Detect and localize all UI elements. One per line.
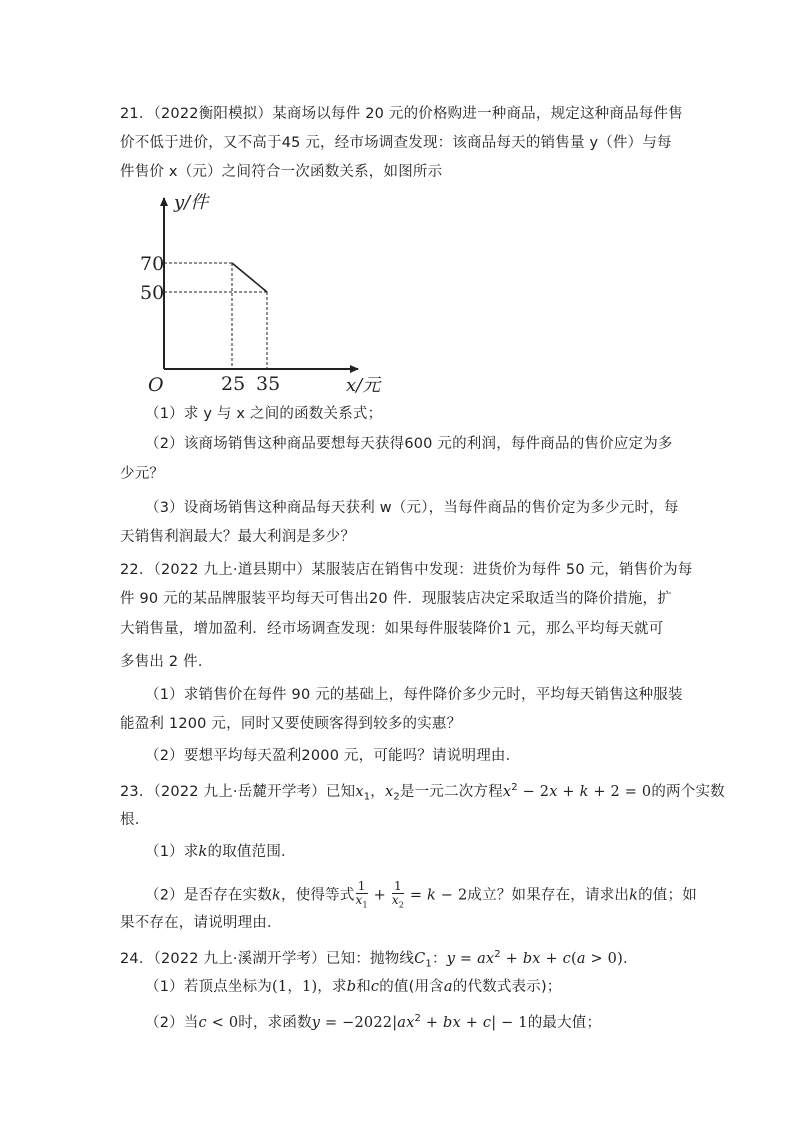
fraction-1-over-x1: $\frac{1}{x_1}$ — [355, 879, 368, 910]
x-tick-35: 35 — [256, 373, 281, 395]
q24-part-1: （1）若顶点坐标为(1，1)，求b和c的值(用含a的代数式表示)； — [145, 979, 562, 995]
y-tick-50: 50 — [140, 282, 165, 304]
q21-line-2: 价不低于进价，又不高于45 元，经市场调查发现：该商品每天的销售量 y（件）与每 — [120, 135, 672, 151]
function-graph — [130, 188, 400, 400]
q22-part-1-line-1: （1）求销售价在每件 90 元的基础上，每件降价多少元时，平均每天销售这种服装 — [145, 687, 683, 703]
q22-part-2: （2）要想平均每天盈利2000 元，可能吗？请说明理由． — [145, 748, 521, 764]
q24-line-1: 24．（2022 九上·溪湖开学考）已知：抛物线$C_1$：$y = ax^2$ + bx + c(a > 0)． — [120, 949, 638, 970]
origin-label: O — [148, 374, 164, 396]
q22-line-3: 大销售量，增加盈利．经市场调查发现：如果每件服装降价1 元，那么平均每天就可 — [120, 621, 664, 637]
q23-line-2: 根． — [120, 812, 150, 828]
q23-part-1: （1）求k的取值范围． — [145, 844, 296, 860]
q22-part-1-line-2: 能盈利 1200 元，同时又要使顾客得到较多的实惠？ — [120, 716, 462, 732]
q22-line-4: 多售出 2 件． — [120, 654, 213, 670]
q21-line-1: 21．（2022衡阳模拟）某商场以每件 20 元的价格购进一种商品，规定这种商品每件售 — [120, 106, 683, 122]
x-tick-25: 25 — [221, 373, 246, 395]
fraction-1-over-x2: $\frac{1}{x_2}$ — [391, 879, 405, 910]
function-segment — [232, 263, 267, 292]
q21-part-2-line-1: （2）该商场销售这种商品要想每天获得600 元的利润，每件商品的售价应定为多 — [145, 436, 673, 452]
y-tick-70: 70 — [140, 253, 165, 275]
q21-part-2-line-2: 少元？ — [120, 466, 165, 482]
q21-part-3-line-1: （3）设商场销售这种商品每天获利 w（元），当每件商品的售价定为多少元时，每 — [145, 500, 679, 516]
q23-line-1: 23．（2022 九上·岳麓开学考）已知$x_1$，$x_2$是一元二次方程$x^2 - 2x + k + 2 = 0$的两个实数 — [120, 782, 725, 803]
y-axis-label: y/件 — [174, 192, 209, 213]
q23-part-2-line-1: （2）是否存在实数k，使得等式 $\frac{1}{x_1}$ + $\frac{1}{x_2}$ = k − 2成立？如果存在，请求出k的值；如 — [145, 879, 697, 910]
q22-line-2: 件 90 元的某品牌服装平均每天可售出20 件．现服装店决定采取适当的降价措施，扩 — [120, 591, 672, 607]
x-axis-label: x/元 — [346, 375, 381, 396]
q21-part-3-line-2: 天销售利润最大？最大利润是多少？ — [120, 529, 356, 545]
q22-line-1: 22．（2022 九上·道县期中）某服装店在销售中发现：进货价为每件 50 元，销售价为每 — [120, 562, 693, 578]
q21-part-1: （1）求 y 与 x 之间的函数关系式； — [145, 406, 383, 422]
q24-part-2: （2）当c < 0时，求函数$y = -2022|ax^2$ + bx + c| − 1的最大值； — [145, 1013, 602, 1031]
q21-line-3: 件售价 x（元）之间符合一次函数关系，如图所示 — [120, 164, 443, 180]
q23-part-2-line-2: 果不存在，请说明理由． — [120, 915, 282, 931]
